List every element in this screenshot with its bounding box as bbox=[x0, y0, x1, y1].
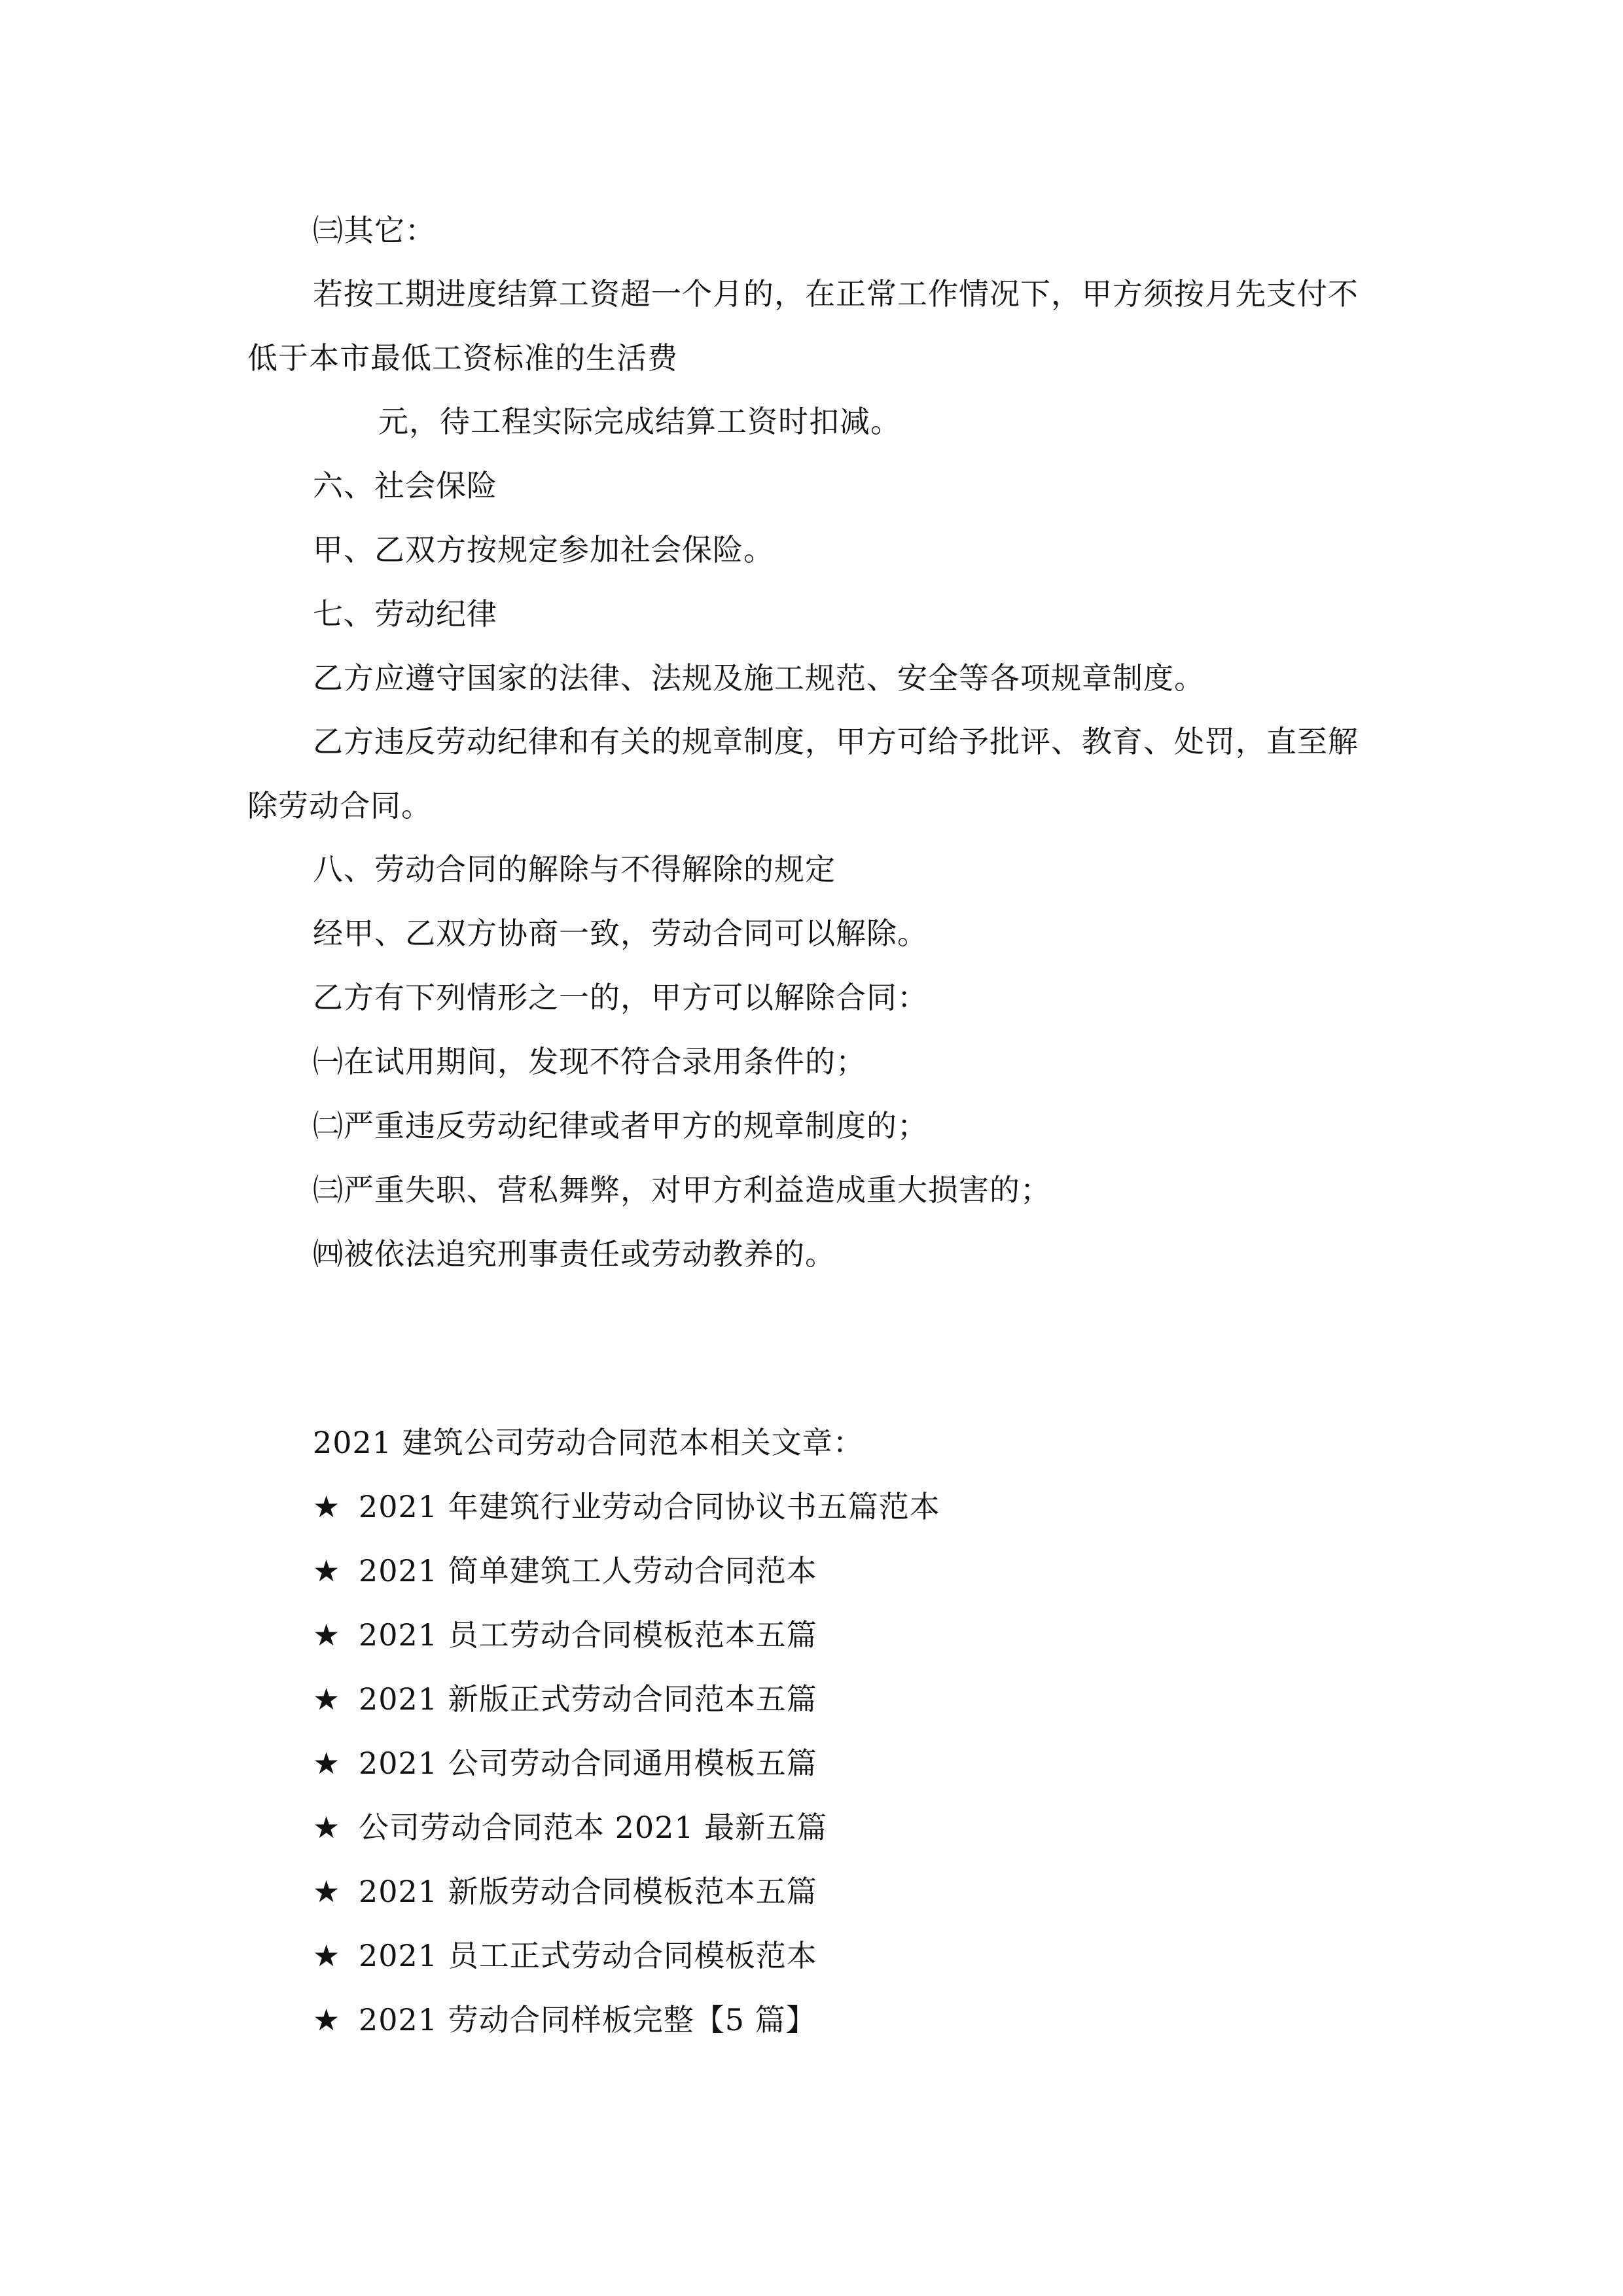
related-article-title: 2021 简单建筑工人劳动合同范本 bbox=[359, 1553, 817, 1588]
list-item-condition-4: ㈣被依法追究刑事责任或劳动教养的。 bbox=[313, 1236, 836, 1272]
paragraph-other-heading: ㈢其它： bbox=[313, 213, 436, 248]
related-article-title: 2021 员工劳动合同模板范本五篇 bbox=[359, 1617, 817, 1653]
section-heading-social-insurance: 六、社会保险 bbox=[313, 468, 497, 503]
related-article-title: 2021 新版劳动合同模板范本五篇 bbox=[359, 1874, 817, 1909]
section-heading-termination: 八、劳动合同的解除与不得解除的规定 bbox=[313, 852, 836, 887]
star-icon: ★ bbox=[313, 1681, 341, 1717]
related-article-link[interactable] bbox=[313, 1679, 817, 1719]
paragraph-termination-2: 乙方有下列情形之一的，甲方可以解除合同： bbox=[313, 980, 928, 1015]
star-icon: ★ bbox=[313, 1938, 341, 1973]
list-item-condition-2: ㈡严重违反劳动纪律或者甲方的规章制度的； bbox=[313, 1108, 928, 1143]
star-icon: ★ bbox=[313, 2002, 341, 2037]
related-article-link[interactable] bbox=[313, 1615, 817, 1655]
star-icon: ★ bbox=[313, 1874, 341, 1909]
related-article-link[interactable] bbox=[313, 1744, 817, 1783]
related-articles-heading: 2021 建筑公司劳动合同范本相关文章： bbox=[313, 1425, 864, 1460]
paragraph-discipline-1: 乙方应遵守国家的法律、法规及施工规范、安全等各项规章制度。 bbox=[313, 660, 1205, 696]
related-article-link[interactable] bbox=[313, 2000, 817, 2039]
related-article-link[interactable] bbox=[313, 1872, 817, 1911]
section-heading-discipline: 七、劳动纪律 bbox=[313, 596, 497, 632]
list-item-condition-1: ㈠在试用期间，发现不符合录用条件的； bbox=[313, 1044, 866, 1079]
related-article-title: 2021 员工正式劳动合同模板范本 bbox=[359, 1938, 817, 1973]
related-article-title: 2021 公司劳动合同通用模板五篇 bbox=[359, 1746, 817, 1781]
related-article-title: 2021 年建筑行业劳动合同协议书五篇范本 bbox=[359, 1489, 940, 1524]
related-article-title: 2021 新版正式劳动合同范本五篇 bbox=[359, 1681, 817, 1717]
related-article-link[interactable] bbox=[313, 1936, 817, 1975]
star-icon: ★ bbox=[313, 1489, 341, 1524]
star-icon: ★ bbox=[313, 1617, 341, 1653]
related-article-title: 公司劳动合同范本 2021 最新五篇 bbox=[359, 1810, 828, 1845]
paragraph-discipline-2: 乙方违反劳动纪律和有关的规章制度，甲方可给予批评、教育、处罚，直至解除劳动合同。 bbox=[247, 724, 1359, 823]
star-icon: ★ bbox=[313, 1553, 341, 1588]
star-icon: ★ bbox=[313, 1746, 341, 1781]
related-article-link[interactable] bbox=[313, 1551, 817, 1590]
list-item-condition-3: ㈢严重失职、营私舞弊，对甲方利益造成重大损害的； bbox=[313, 1172, 1051, 1208]
related-article-link[interactable] bbox=[313, 1808, 827, 1847]
related-article-title: 2021 劳动合同样板完整【5 篇】 bbox=[359, 2002, 817, 2037]
paragraph-social-insurance: 甲、乙双方按规定参加社会保险。 bbox=[313, 532, 774, 567]
paragraph-termination-1: 经甲、乙双方协商一致，劳动合同可以解除。 bbox=[313, 916, 928, 951]
star-icon: ★ bbox=[313, 1810, 341, 1845]
paragraph-wage-2: 元，待工程实际完成结算工资时扣减。 bbox=[378, 404, 901, 439]
related-article-link[interactable] bbox=[313, 1487, 940, 1526]
paragraph-wage-1: 若按工期进度结算工资超一个月的，在正常工作情况下，甲方须按月先支付不低于本市最低工资标准的生活费 bbox=[247, 276, 1359, 376]
